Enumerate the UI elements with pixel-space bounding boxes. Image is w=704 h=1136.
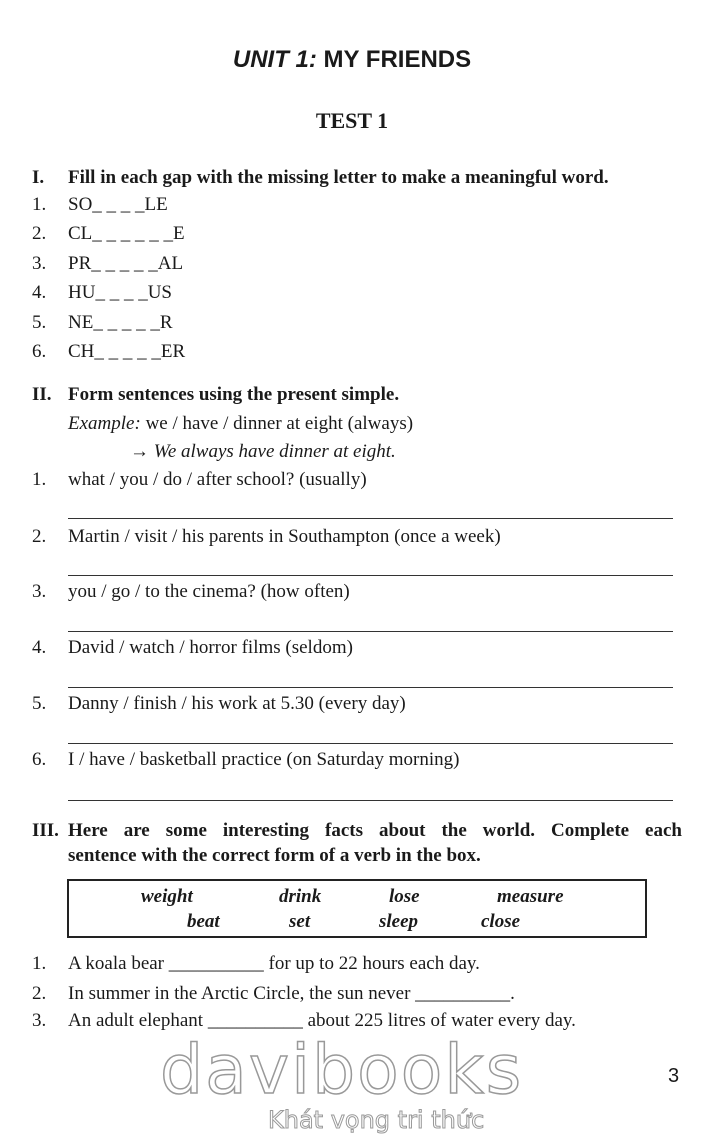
word: drink [279,886,322,907]
watermark-slogan: Khát vọng tri thức [268,1106,485,1134]
item-number: 4. [32,282,47,303]
test-heading: TEST 1 [315,108,389,133]
section-3-numeral: III. [32,820,59,841]
word: weight [141,886,193,907]
item-text: A koala bear __________ for up to 22 hours each day. [68,953,480,974]
word: lose [389,886,420,907]
answer-line[interactable] [68,518,673,519]
item-number: 3. [32,1010,47,1031]
item-text: CH_ _ _ _ _ER [68,341,186,362]
item-text: PR_ _ _ _ _AL [68,253,184,274]
section-1-instruction: Fill in each gap with the missing letter to make a meaningful word. [68,167,609,188]
answer-line[interactable] [68,800,673,801]
item-number: 1. [32,953,47,974]
page-number: 3 [668,1065,680,1087]
item-number: 6. [32,749,47,770]
answer-line[interactable] [68,687,673,688]
word-box [67,879,647,938]
example-answer: → We always have dinner at eight. [130,441,396,462]
item-number: 6. [32,341,47,362]
answer-line[interactable] [68,631,673,632]
item-number: 5. [32,312,47,333]
section-3-instruction-line2: sentence with the correct form of a verb in the box. [68,845,481,866]
item-text: what / you / do / after school? (usually) [68,469,367,490]
item-text: CL_ _ _ _ _ _E [68,223,185,244]
example [68,413,413,435]
item-number: 1. [32,469,47,490]
item-number: 2. [32,526,47,547]
item-text: HU_ _ _ _US [68,282,172,303]
item-number: 3. [32,581,47,602]
word: set [289,911,311,932]
section-2-numeral: II. [32,384,52,405]
item-text: Martin / visit / his parents in Southampton (once a week) [68,526,501,547]
section-1-numeral: I. [32,167,45,188]
example-label: Example: [68,413,141,434]
section-3-instruction-line1: Here are some interesting facts about the world. Complete each [68,820,682,841]
item-number: 2. [32,223,47,244]
item-number: 4. [32,637,47,658]
item-text: SO_ _ _ _LE [68,194,168,215]
unit-name: MY FRIENDS [323,46,472,73]
unit-title [0,46,704,74]
answer-line[interactable] [68,575,673,576]
item-number: 5. [32,693,47,714]
item-text: NE_ _ _ _ _R [68,312,173,333]
item-number: 2. [32,983,47,1004]
item-text: you / go / to the cinema? (how often) [68,581,350,602]
item-text: An adult elephant __________ about 225 litres of water every day. [68,1010,576,1031]
example-prompt: we / have / dinner at eight (always) [145,413,414,434]
item-text: David / watch / horror films (seldom) [68,637,353,658]
section-2-instruction: Form sentences using the present simple. [68,384,400,405]
word: beat [187,911,220,932]
word: close [481,911,521,932]
item-number: 1. [32,194,47,215]
word: measure [497,886,564,907]
item-text: In summer in the Arctic Circle, the sun never __________. [68,983,515,1004]
item-number: 3. [32,253,47,274]
item-text: I / have / basketball practice (on Saturday morning) [68,749,460,770]
unit-label: UNIT 1: [232,46,317,73]
word: sleep [379,911,419,932]
answer-line[interactable] [68,743,673,744]
watermark-logo: davibooks [160,1031,524,1110]
item-text: Danny / finish / his work at 5.30 (every day) [68,693,406,714]
